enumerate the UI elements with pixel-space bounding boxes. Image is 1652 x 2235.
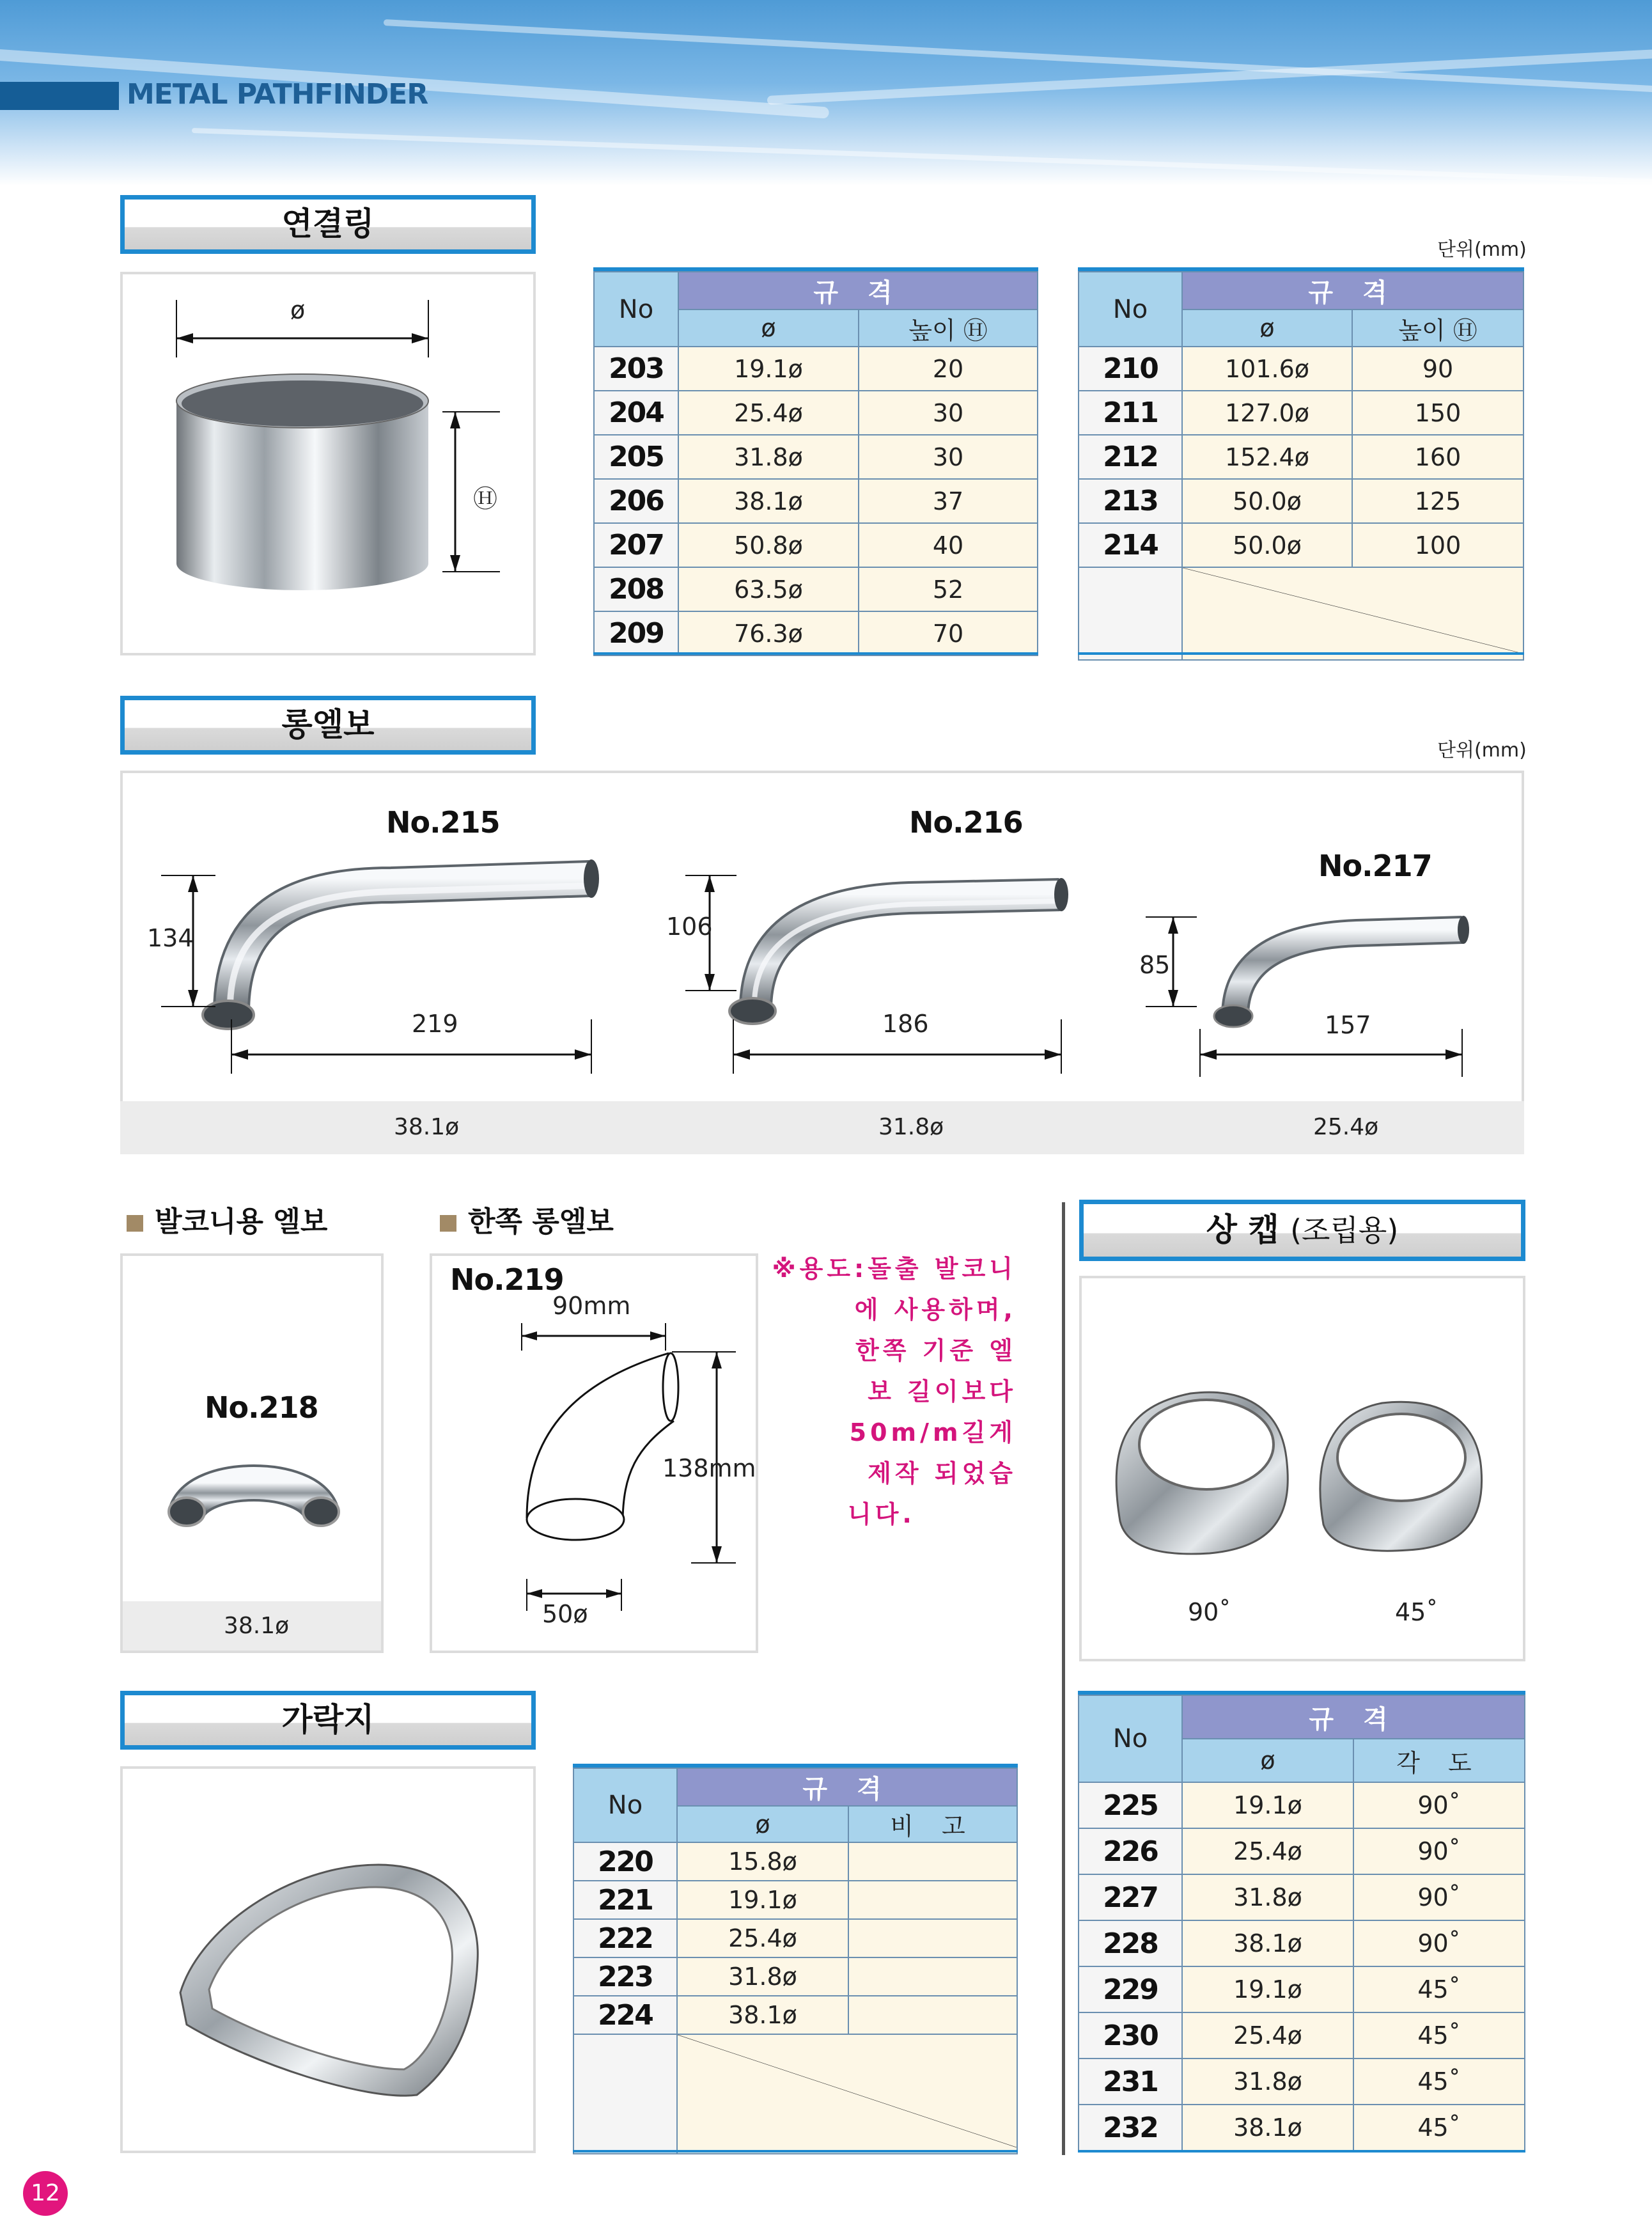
col-header-no: No bbox=[1079, 272, 1182, 347]
one-side-width: 90mm bbox=[552, 1292, 631, 1320]
brand-title: METAL PATHFINDER bbox=[127, 78, 428, 111]
table-row bbox=[594, 435, 1038, 479]
cell-dia: 25.4ø bbox=[1182, 2012, 1353, 2059]
note-line: 제작 되었습 bbox=[868, 1459, 1017, 1487]
cap-angle-90: 90˚ bbox=[1188, 1598, 1231, 1626]
cell-remark bbox=[848, 1842, 1017, 1881]
section-title-one-side bbox=[440, 1198, 614, 1239]
cell-remark bbox=[848, 1881, 1017, 1919]
cell-dia: 101.6ø bbox=[1182, 347, 1352, 391]
elbow-217-dia: 25.4ø bbox=[1313, 1114, 1379, 1140]
cell-dia: 19.1ø bbox=[678, 347, 859, 391]
cell-no: 203 bbox=[594, 347, 678, 391]
table-row bbox=[573, 1842, 1017, 1881]
balcony-dia: 38.1ø bbox=[224, 1613, 290, 1639]
cap-drawing bbox=[1082, 1278, 1523, 1659]
table-row bbox=[1079, 1828, 1525, 1874]
table-row bbox=[573, 1881, 1017, 1919]
elbow-217-length: 157 bbox=[1325, 1011, 1371, 1039]
col-header-dia: ø bbox=[677, 1806, 848, 1842]
cap-table bbox=[1078, 1695, 1525, 2151]
table-row bbox=[1079, 2059, 1525, 2105]
table-row bbox=[1079, 1966, 1525, 2012]
ring-table-left-bottom-rule bbox=[593, 652, 1038, 655]
col-header-dia: ø bbox=[1182, 1739, 1353, 1782]
cell-dia: 38.1ø bbox=[678, 479, 859, 523]
elbow-216-length: 186 bbox=[882, 1010, 929, 1038]
cell-remark bbox=[848, 1957, 1017, 1996]
cell-no: 220 bbox=[573, 1842, 677, 1881]
section-title-cap bbox=[1079, 1200, 1525, 1261]
cell-no: 230 bbox=[1079, 2012, 1182, 2059]
cell-dia: 25.4ø bbox=[678, 391, 859, 435]
col-header-no: No bbox=[594, 272, 678, 347]
cell-height: 150 bbox=[1352, 391, 1523, 435]
cell-dia: 38.1ø bbox=[1182, 2105, 1353, 2151]
cell-dia: 76.3ø bbox=[678, 611, 859, 655]
cell-dia: 19.1ø bbox=[1182, 1782, 1353, 1828]
balcony-elbow-drawing bbox=[161, 1448, 347, 1544]
page-number: 12 bbox=[23, 2171, 68, 2216]
col-header-angle: 각 도 bbox=[1353, 1739, 1525, 1782]
cell-no: 204 bbox=[594, 391, 678, 435]
table-row bbox=[594, 567, 1038, 611]
cell-no: 224 bbox=[573, 1996, 677, 2034]
cell-height: 70 bbox=[859, 611, 1038, 655]
cell-no: 210 bbox=[1079, 347, 1182, 391]
section-title-balcony bbox=[127, 1198, 327, 1239]
table-row bbox=[594, 347, 1038, 391]
table-row bbox=[1079, 435, 1523, 479]
cell-no: 213 bbox=[1079, 479, 1182, 523]
cell-dia: 50.8ø bbox=[678, 523, 859, 567]
cell-height: 125 bbox=[1352, 479, 1523, 523]
cell-height: 160 bbox=[1352, 435, 1523, 479]
cell-dia: 15.8ø bbox=[677, 1842, 848, 1881]
table-row bbox=[1079, 2012, 1525, 2059]
cap-table-bottom-rule bbox=[1078, 2150, 1525, 2153]
table-row bbox=[594, 611, 1038, 655]
cell-no: 231 bbox=[1079, 2059, 1182, 2105]
cell-dia: 31.8ø bbox=[1182, 1874, 1353, 1920]
note-line: ※용도:돌출 발코니 bbox=[772, 1255, 1017, 1283]
table-row bbox=[573, 1996, 1017, 2034]
table-row bbox=[573, 1957, 1017, 1996]
balcony-panel bbox=[120, 1253, 384, 1653]
cell-angle: 90˚ bbox=[1353, 1874, 1525, 1920]
cell-dia: 38.1ø bbox=[1182, 1920, 1353, 1966]
one-side-dia: 50ø bbox=[542, 1600, 588, 1628]
cell-dia: 50.0ø bbox=[1182, 479, 1352, 523]
col-header-spec: 규 격 bbox=[1182, 272, 1523, 310]
col-header-spec: 규 격 bbox=[1182, 1695, 1525, 1739]
note-line: 에 사용하며, bbox=[854, 1296, 1017, 1324]
ring-table-right bbox=[1078, 271, 1524, 661]
cell-height: 30 bbox=[859, 435, 1038, 479]
section-title-balcony-text: 발코니용 엘보 bbox=[155, 1205, 328, 1238]
cell-no: 209 bbox=[594, 611, 678, 655]
cell-dia: 31.8ø bbox=[677, 1957, 848, 1996]
cell-height: 100 bbox=[1352, 523, 1523, 567]
elbow-217-height: 85 bbox=[1139, 951, 1171, 979]
cell-dia: 152.4ø bbox=[1182, 435, 1352, 479]
cell-dia: 31.8ø bbox=[678, 435, 859, 479]
cell-no: 232 bbox=[1079, 2105, 1182, 2151]
table-row bbox=[1079, 1920, 1525, 1966]
cell-no: 222 bbox=[573, 1919, 677, 1957]
col-header-remark: 비 고 bbox=[848, 1806, 1017, 1842]
cell-angle: 45˚ bbox=[1353, 1966, 1525, 2012]
balcony-dia-bar bbox=[123, 1601, 381, 1651]
section-title-cap-sub: (조립용) bbox=[1290, 1213, 1399, 1248]
elbow-215-length: 219 bbox=[412, 1010, 458, 1038]
col-header-spec: 규 격 bbox=[678, 272, 1038, 310]
cell-height: 37 bbox=[859, 479, 1038, 523]
cap-angle-45: 45˚ bbox=[1395, 1598, 1438, 1626]
elbow-216-label: No.216 bbox=[909, 805, 1023, 840]
balcony-label: No.218 bbox=[205, 1390, 318, 1425]
note-line: 니다. bbox=[848, 1500, 916, 1528]
one-side-height: 138mm bbox=[662, 1454, 756, 1482]
one-side-note bbox=[767, 1248, 1017, 1535]
bullet-square-icon bbox=[127, 1215, 143, 1232]
cell-dia: 38.1ø bbox=[677, 1996, 848, 2034]
branch-table bbox=[573, 1768, 1018, 2154]
cell-dia: 25.4ø bbox=[1182, 1828, 1353, 1874]
branch-panel bbox=[120, 1766, 536, 2153]
cell-no: 208 bbox=[594, 567, 678, 611]
table-row bbox=[1079, 1782, 1525, 1828]
cell-height: 30 bbox=[859, 391, 1038, 435]
cell-remark bbox=[848, 1996, 1017, 2034]
elbow-215-dia: 38.1ø bbox=[394, 1114, 460, 1140]
table-row bbox=[1079, 523, 1523, 567]
one-side-panel bbox=[430, 1253, 758, 1653]
long-elbow-dia-bar bbox=[120, 1101, 1524, 1154]
cell-dia: 25.4ø bbox=[677, 1919, 848, 1957]
long-elbow-panel bbox=[120, 771, 1524, 1154]
table-row bbox=[594, 391, 1038, 435]
table-row bbox=[1079, 1874, 1525, 1920]
cell-height: 90 bbox=[1352, 347, 1523, 391]
cell-no: 223 bbox=[573, 1957, 677, 1996]
table-row bbox=[1079, 2105, 1525, 2151]
elbow-216-dia: 31.8ø bbox=[878, 1114, 944, 1140]
cap-panel bbox=[1079, 1276, 1525, 1661]
cell-angle: 45˚ bbox=[1353, 2012, 1525, 2059]
col-header-dia: ø bbox=[678, 310, 859, 347]
cell-angle: 90˚ bbox=[1353, 1828, 1525, 1874]
empty-diagonal-cell bbox=[677, 2034, 1017, 2154]
ring-table-left bbox=[593, 271, 1038, 656]
ring-height-symbol: Ⓗ bbox=[473, 485, 498, 513]
cell-no: 229 bbox=[1079, 1966, 1182, 2012]
cell-angle: 45˚ bbox=[1353, 2105, 1525, 2151]
section-title-one-side-text: 한쪽 롱엘보 bbox=[468, 1205, 614, 1238]
ring-drawing-panel bbox=[120, 272, 536, 655]
cell-no: 226 bbox=[1079, 1828, 1182, 1874]
brand-bar bbox=[0, 82, 119, 110]
cell-height: 40 bbox=[859, 523, 1038, 567]
cell-dia: 63.5ø bbox=[678, 567, 859, 611]
col-header-no: No bbox=[1079, 1695, 1182, 1782]
table-row bbox=[594, 523, 1038, 567]
cell-no: 221 bbox=[573, 1881, 677, 1919]
elbow-215-label: No.215 bbox=[386, 805, 500, 840]
elbow-217-label: No.217 bbox=[1318, 849, 1432, 883]
col-header-height: 높이 Ⓗ bbox=[859, 310, 1038, 347]
cell-dia: 31.8ø bbox=[1182, 2059, 1353, 2105]
col-header-no: No bbox=[573, 1768, 677, 1842]
cell-no: 212 bbox=[1079, 435, 1182, 479]
cell-no: 228 bbox=[1079, 1920, 1182, 1966]
note-line: 보 길이보다 bbox=[868, 1377, 1017, 1406]
cell-no: 205 bbox=[594, 435, 678, 479]
col-header-height: 높이 Ⓗ bbox=[1352, 310, 1523, 347]
table-row bbox=[1079, 347, 1523, 391]
empty-diagonal-cell bbox=[1182, 567, 1523, 660]
cell-remark bbox=[848, 1919, 1017, 1957]
column-divider bbox=[1062, 1202, 1065, 2155]
cell-dia: 19.1ø bbox=[677, 1881, 848, 1919]
table-row bbox=[1079, 391, 1523, 435]
elbow-215-height: 134 bbox=[147, 924, 194, 952]
empty-cell bbox=[1079, 567, 1182, 660]
col-header-spec: 규 격 bbox=[677, 1768, 1017, 1806]
unit-label-ring: 단위(mm) bbox=[1437, 239, 1527, 261]
cell-dia: 127.0ø bbox=[1182, 391, 1352, 435]
ring-dia-symbol: ø bbox=[290, 296, 306, 324]
cell-dia: 19.1ø bbox=[1182, 1966, 1353, 2012]
section-title-branch: 가락지 bbox=[120, 1691, 536, 1750]
branch-ring-drawing bbox=[123, 1769, 533, 2151]
cell-height: 52 bbox=[859, 567, 1038, 611]
ring-drawing bbox=[123, 274, 533, 653]
cell-angle: 90˚ bbox=[1353, 1920, 1525, 1966]
table-row bbox=[573, 1919, 1017, 1957]
cell-no: 227 bbox=[1079, 1874, 1182, 1920]
cell-no: 214 bbox=[1079, 523, 1182, 567]
section-title-long-elbow: 롱엘보 bbox=[120, 696, 536, 755]
table-row bbox=[594, 479, 1038, 523]
ring-table-right-bottom-rule bbox=[1078, 652, 1524, 655]
cell-dia: 50.0ø bbox=[1182, 523, 1352, 567]
note-line: 50m/m길게 bbox=[849, 1418, 1017, 1447]
section-title-ring: 연결링 bbox=[120, 195, 536, 254]
branch-table-bottom-rule bbox=[573, 2150, 1018, 2153]
unit-label-long-elbow: 단위(mm) bbox=[1437, 739, 1527, 762]
section-title-cap-main: 상 캡 bbox=[1206, 1211, 1279, 1248]
cell-no: 211 bbox=[1079, 391, 1182, 435]
note-line: 한쪽 기준 엘 bbox=[855, 1337, 1017, 1365]
cell-angle: 90˚ bbox=[1353, 1782, 1525, 1828]
cell-no: 225 bbox=[1079, 1782, 1182, 1828]
cell-angle: 45˚ bbox=[1353, 2059, 1525, 2105]
one-side-label: No.219 bbox=[450, 1262, 564, 1297]
elbow-216-height: 106 bbox=[666, 913, 713, 941]
cell-no: 207 bbox=[594, 523, 678, 567]
cell-height: 20 bbox=[859, 347, 1038, 391]
col-header-dia: ø bbox=[1182, 310, 1352, 347]
empty-cell bbox=[573, 2034, 677, 2154]
long-elbow-drawing bbox=[123, 773, 1522, 1106]
cell-no: 206 bbox=[594, 479, 678, 523]
table-row bbox=[1079, 479, 1523, 523]
bullet-square-icon bbox=[440, 1215, 456, 1232]
